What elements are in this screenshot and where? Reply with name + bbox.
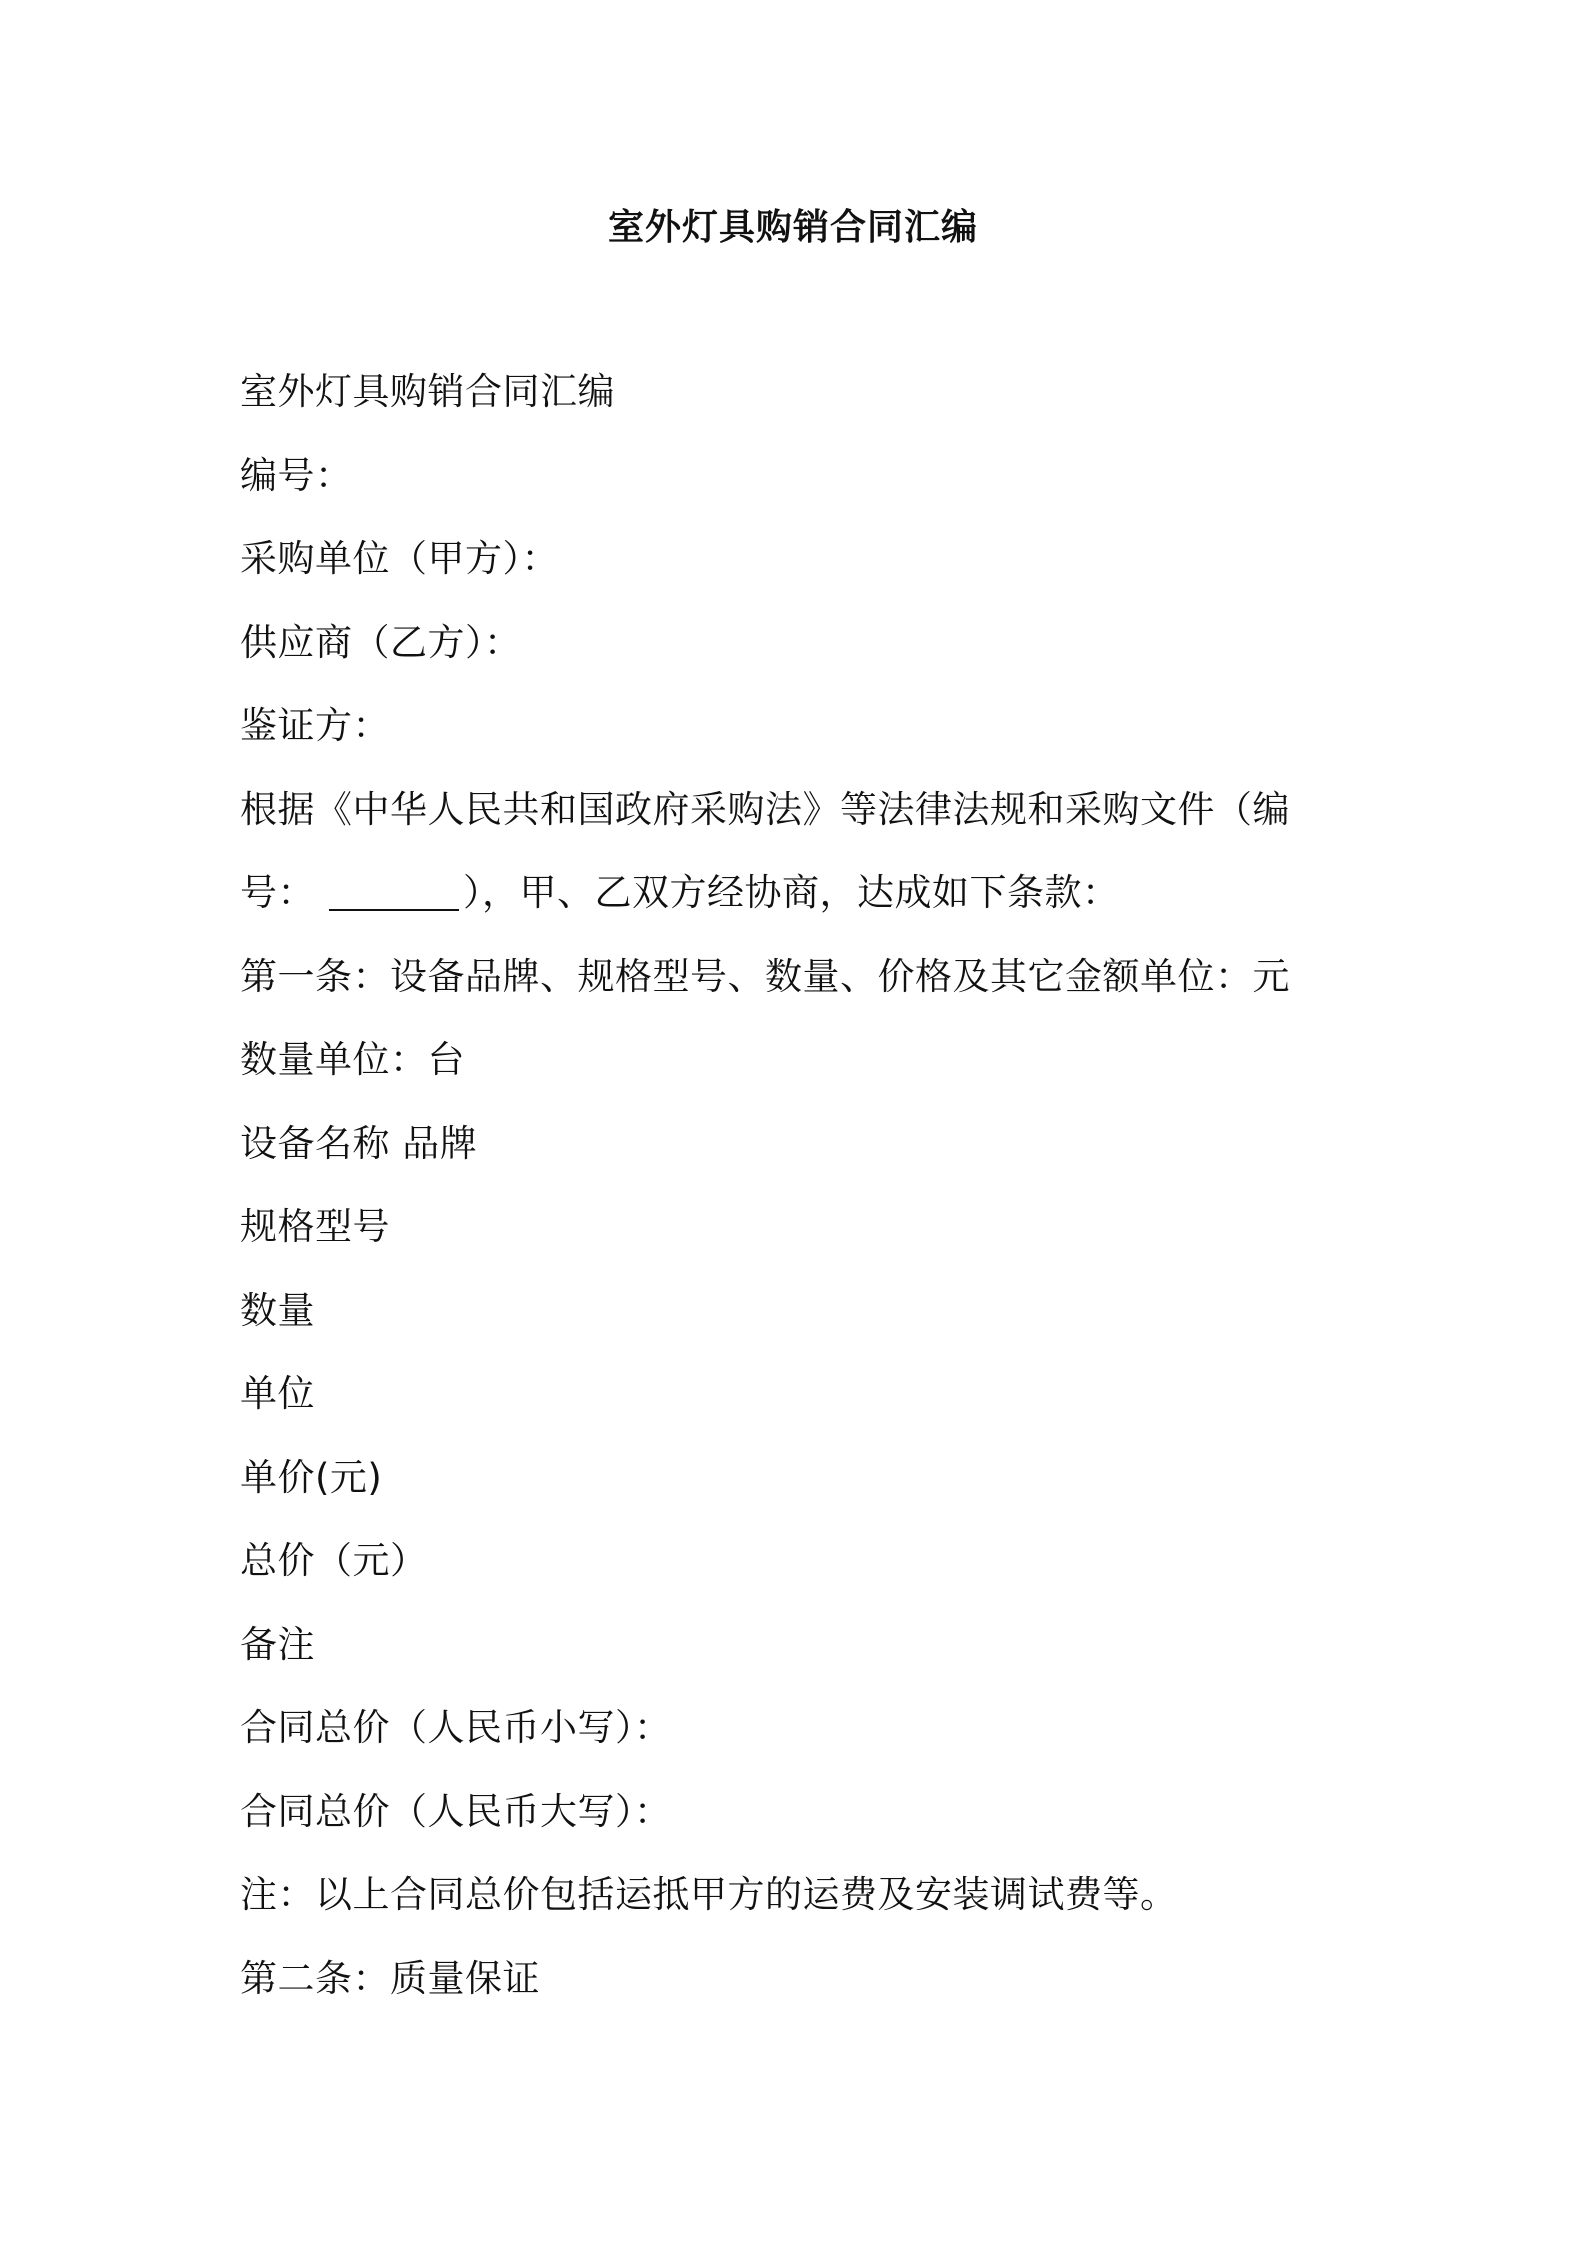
preamble-number-suffix: ），甲、乙双方经协商，达成如下条款：	[463, 871, 1120, 914]
total-price-lowercase: 合同总价（人民币小写）：	[240, 1706, 672, 1749]
quantity-header: 数量	[240, 1288, 315, 1332]
remarks-header: 备注	[240, 1622, 315, 1666]
preamble-line-2	[240, 863, 1360, 947]
total-price-uppercase: 合同总价（人民币大写）：	[240, 1789, 672, 1833]
supplier-label: 供应商（乙方）：	[240, 620, 522, 664]
unit-header: 单位	[240, 1372, 315, 1415]
purchaser-label: 采购单位（甲方）：	[240, 537, 559, 580]
preamble-line-1: 根据《中华人民共和国政府采购法》等法律法规和采购文件（编	[240, 787, 1290, 831]
total-price-header: 总价（元）	[240, 1539, 428, 1582]
document-title: 室外灯具购销合同汇编	[607, 207, 978, 248]
article-1-heading: 第一条：设备品牌、规格型号、数量、价格及其它金额单位：元	[240, 954, 1290, 998]
verifier-label: 鉴证方：	[240, 704, 390, 747]
article-2-heading: 第二条：质量保证	[240, 1956, 540, 2000]
quantity-unit-line: 数量单位：台	[240, 1038, 465, 1081]
contract-number-label: 编号：	[240, 453, 353, 497]
price-note: 注：以上合同总价包括运抵甲方的运费及安装调试费等。	[240, 1873, 1178, 1916]
unit-price-header: 单价(元)	[240, 1455, 383, 1499]
procurement-number-blank	[329, 869, 459, 911]
preamble-number-prefix: 号：	[240, 871, 315, 914]
spec-model-header: 规格型号	[240, 1205, 390, 1248]
equipment-brand-header: 设备名称 品牌	[240, 1121, 478, 1165]
contract-heading: 室外灯具购销合同汇编	[240, 370, 615, 413]
document-body	[240, 362, 1360, 2032]
